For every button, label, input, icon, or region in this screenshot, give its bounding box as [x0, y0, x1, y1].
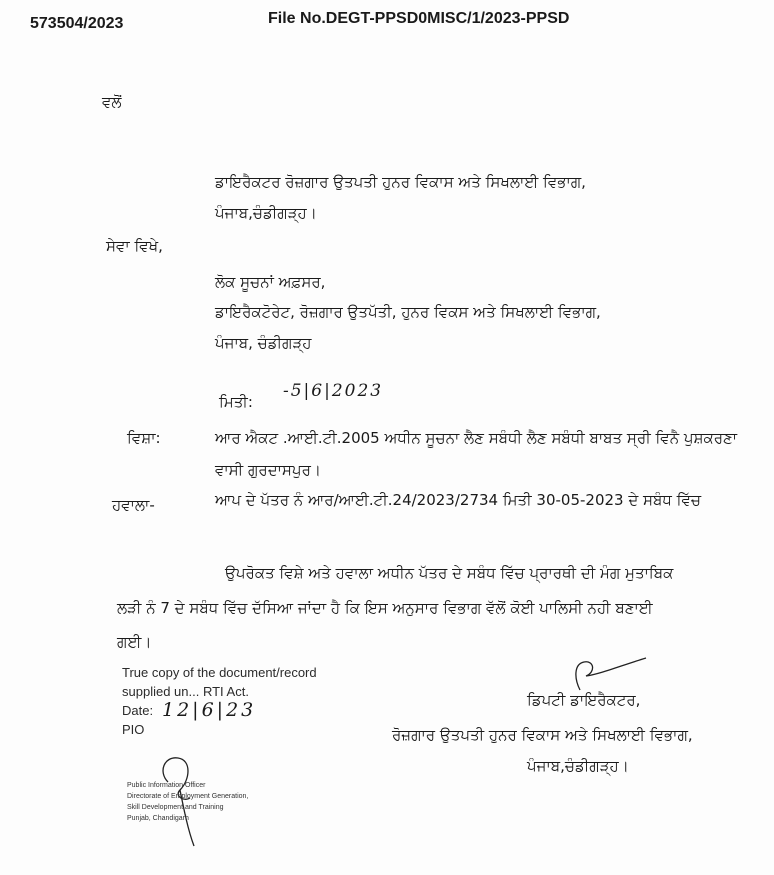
to-line-3: ਪੰਜਾਬ, ਚੰਡੀਗੜ੍ਹ: [215, 334, 312, 352]
to-line-2: ਡਾਇਰੈਕਟੋਰੇਟ, ਰੋਜ਼ਗਾਰ ਉਤਪੱਤੀ, ਹੁਨਰ ਵਿਕਸ ਅਤੇ ਸਿਖਲਾਈ ਵਿਭਾਗ,: [215, 303, 601, 321]
signatory-title: ਡਿਪਟੀ ਡਾਇਰੈਕਟਰ,: [527, 691, 641, 709]
seal-line-4: Punjab, Chandigarh: [127, 815, 189, 822]
reference-label: ਹਵਾਲਾ-: [112, 496, 155, 514]
ref-number: 573504/2023: [30, 15, 124, 32]
signatory-location: ਪੰਜਾਬ,ਚੰਡੀਗੜ੍ਹ।: [527, 757, 629, 775]
body-line-2: ਲੜੀ ਨੰ 7 ਦੇ ਸਬੰਧ ਵਿੱਚ ਦੱਸਿਆ ਜਾਂਦਾ ਹੈ ਕਿ ਇਸ ਅਨੁਸਾਰ ਵਿਭਾਗ ਵੱਲੋਂ ਕੋਈ ਪਾਲਿਸੀ ਨਹੀ ਬਣਾਈ: [117, 599, 653, 617]
reference-text: ਆਪ ਦੇ ਪੱਤਰ ਨੰ ਆਰ/ਆਈ.ਟੀ.24/2023/2734 ਮਿਤੀ 30-05-2023 ਦੇ ਸਬੰਧ ਵਿੱਚ: [215, 491, 701, 509]
to-label: ਸੇਵਾ ਵਿਖੇ,: [106, 237, 163, 255]
to-line-1: ਲੋਕ ਸੂਚਨਾਂ ਅਫ਼ਸਰ,: [215, 273, 326, 291]
rti-stamp-line-1: True copy of the document/record: [122, 665, 317, 680]
from-line-2: ਪੰਜਾਬ,ਚੰਡੀਗੜ੍ਹ।: [215, 204, 317, 222]
seal-line-3: Skill Development and Training: [127, 804, 224, 811]
date-label: ਮਿਤੀ:: [219, 393, 253, 411]
seal-line-2: Directorate of Employment Generation,: [127, 793, 249, 800]
body-line-3: ਗਈ।: [117, 633, 152, 651]
subject-line-1: ਆਰ ਐਕਟ .ਆਈ.ਟੀ.2005 ਅਧੀਨ ਸੂਚਨਾ ਲੈਣ ਸਬੰਧੀ ਲੈਣ ਸਬੰਧੀ ਬਾਬਤ ਸ੍ਰੀ ਵਿਨੈ ਪੁਸ਼ਕਰਣਾ: [215, 429, 738, 447]
subject-label: ਵਿਸ਼ਾ:: [127, 429, 161, 447]
from-line-1: ਡਾਇਰੈਕਟਰ ਰੋਜ਼ਗਾਰ ਉਤਪਤੀ ਹੁਨਰ ਵਿਕਾਸ ਅਤੇ ਸਿਖਲਾਈ ਵਿਭਾਗ,: [215, 173, 586, 191]
rti-stamp-date-value: 12|6|23: [162, 699, 257, 721]
subject-line-2: ਵਾਸੀ ਗੁਰਦਾਸਪੁਰ।: [215, 461, 321, 479]
rti-stamp-date-label: Date:: [122, 703, 154, 718]
date-value-handwritten: -5|6|2023: [283, 381, 384, 401]
rti-stamp-pio: PIO: [122, 722, 145, 737]
signatory-department: ਰੋਜ਼ਗਾਰ ਉਤਪਤੀ ਹੁਨਰ ਵਿਕਾਸ ਅਤੇ ਸਿਖਲਾਈ ਵਿਭਾਗ,: [392, 726, 693, 744]
body-line-1: ਉਪਰੋਕਤ ਵਿਸ਼ੇ ਅਤੇ ਹਵਾਲਾ ਅਧੀਨ ਪੱਤਰ ਦੇ ਸਬੰਧ ਵਿੱਚ ਪ੍ਰਾਰਥੀ ਦੀ ਮੰਗ ਮੁਤਾਬਿਕ: [225, 564, 674, 582]
file-number: File No.DEGT-PPSD0MISC/1/2023-PPSD: [268, 10, 570, 27]
rti-stamp-line-2: supplied un... RTI Act.: [122, 684, 249, 699]
seal-line-1: Public Information Officer: [127, 782, 206, 789]
from-label: ਵਲੋਂ: [102, 93, 122, 111]
